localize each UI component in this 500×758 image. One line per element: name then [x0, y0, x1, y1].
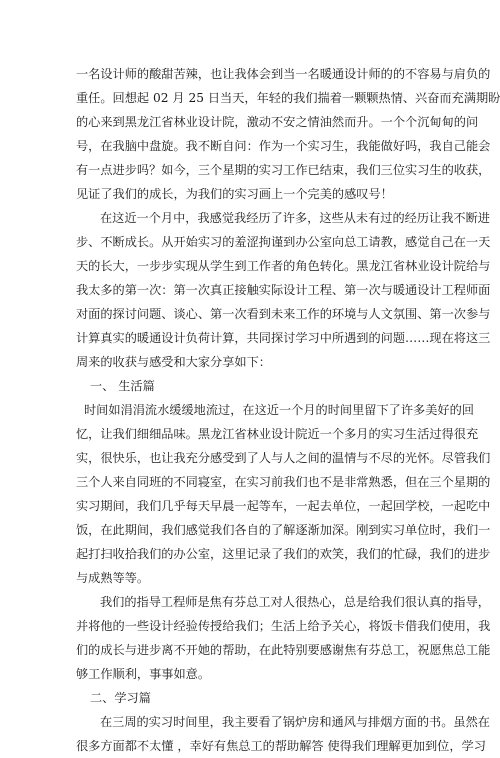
text-line: 计算真实的暖通设计负荷计算，共同探讨学习中所遇到的问题……现在将这三: [76, 331, 491, 345]
text-line: 实习期间，我们几乎每天早晨一起等车，一起去单位，一起回学校，一起吃中: [76, 499, 491, 513]
text-line: 号，在我脑中盘旋。我不断自问：作为一个实习生，我能做好吗，我自己能会: [76, 139, 491, 153]
text-line: 步、不断成长。从开始实习的羞涩拘谨到办公室向总工请教，感觉自己在一天: [76, 235, 491, 249]
text-line: 忆，让我们细细品味。黑龙江省林业设计院近一个多月的实习生活过得很充: [76, 427, 479, 441]
text-line: 一名设计师的酸甜苦辣，也让我体会到当一名暖通设计师的的不容易与肩负的: [76, 67, 491, 81]
text-line: 并将他的一些设计经验传授给我们；生活上给予关心，将饭卡借我们使用，我: [76, 619, 491, 633]
text-line: 周来的收获与感受和大家分享如下：: [76, 355, 271, 369]
text-line: 我太多的第一次：第一次真正接触实际设计工程、第一次与暖通设计工程师面: [76, 283, 491, 297]
text-line: 饭，在此期间，我们感觉我们各自的了解逐渐加深。刚到实习单位时，我们一: [76, 523, 491, 537]
paragraph-first-line: 时间如涓涓流水缓缓地流过，在这近一个月的时间里留下了许多美好的回: [84, 403, 474, 417]
text-line: 们的成长与进步离不开她的帮助，在此特别要感谢焦有芬总工，祝愿焦总工能: [76, 643, 491, 657]
text-line: 很多方面都不太懂 ，幸好有焦总工的帮助解答 使得我们理解更加到位，学习: [76, 739, 486, 753]
paragraph-first-line: 在三周的实习时间里，我主要看了锅炉房和通风与排烟方面的书。虽然在: [100, 715, 490, 729]
section-heading-life: 一、 生活篇: [90, 379, 155, 393]
text-line: 见证了我们的成长，为我们的实习画上一个完美的感叹号！: [76, 187, 393, 201]
section-heading-study: 二、学习篇: [90, 691, 151, 705]
text-line: 与成熟等等。: [76, 571, 150, 585]
text-line: 天的长大，一步步实现从学生到工作者的角色转化。黑龙江省林业设计院给与: [76, 259, 491, 273]
paragraph-first-line: 在这近一个月中，我感觉我经历了许多，这些从未有过的经历让我不断进: [100, 211, 490, 225]
text-line: 对面的探讨问题、谈心、第一次看到未来工作的环境与人文氛围、第一次参与: [76, 307, 491, 321]
text-line: 实，很快乐，也让我充分感受到了人与人之间的温情与不尽的光怀。尽管我们: [76, 451, 491, 465]
text-line: 起打扫收拾我们的办公室，这里记录了我们的欢笑，我们的忙碌，我们的进步: [76, 547, 491, 561]
paragraph-first-line: 我们的指导工程师是焦有芬总工对人很热心，总是给我们很认真的指导，: [100, 595, 490, 609]
text-line: 够工作顺利，事事如意。: [76, 667, 211, 681]
text-line: 三个人来自同班的不同寝室，在实习前我们也不是非常熟悉，但在三个星期的: [76, 475, 491, 489]
text-line: 的心来到黑龙江省林业设计院，激动不安之情油然而升。一个个沉甸甸的问: [76, 115, 479, 129]
text-line: 重任。回想起 02 月 25 日当天，年轻的我们揣着一颗颗热情、兴奋而充满期盼: [76, 91, 500, 105]
text-line: 有一点进步吗？如今，三个星期的实习工作已结束，我们三位实习生的收获，: [76, 163, 491, 177]
document-body: [76, 62, 500, 758]
